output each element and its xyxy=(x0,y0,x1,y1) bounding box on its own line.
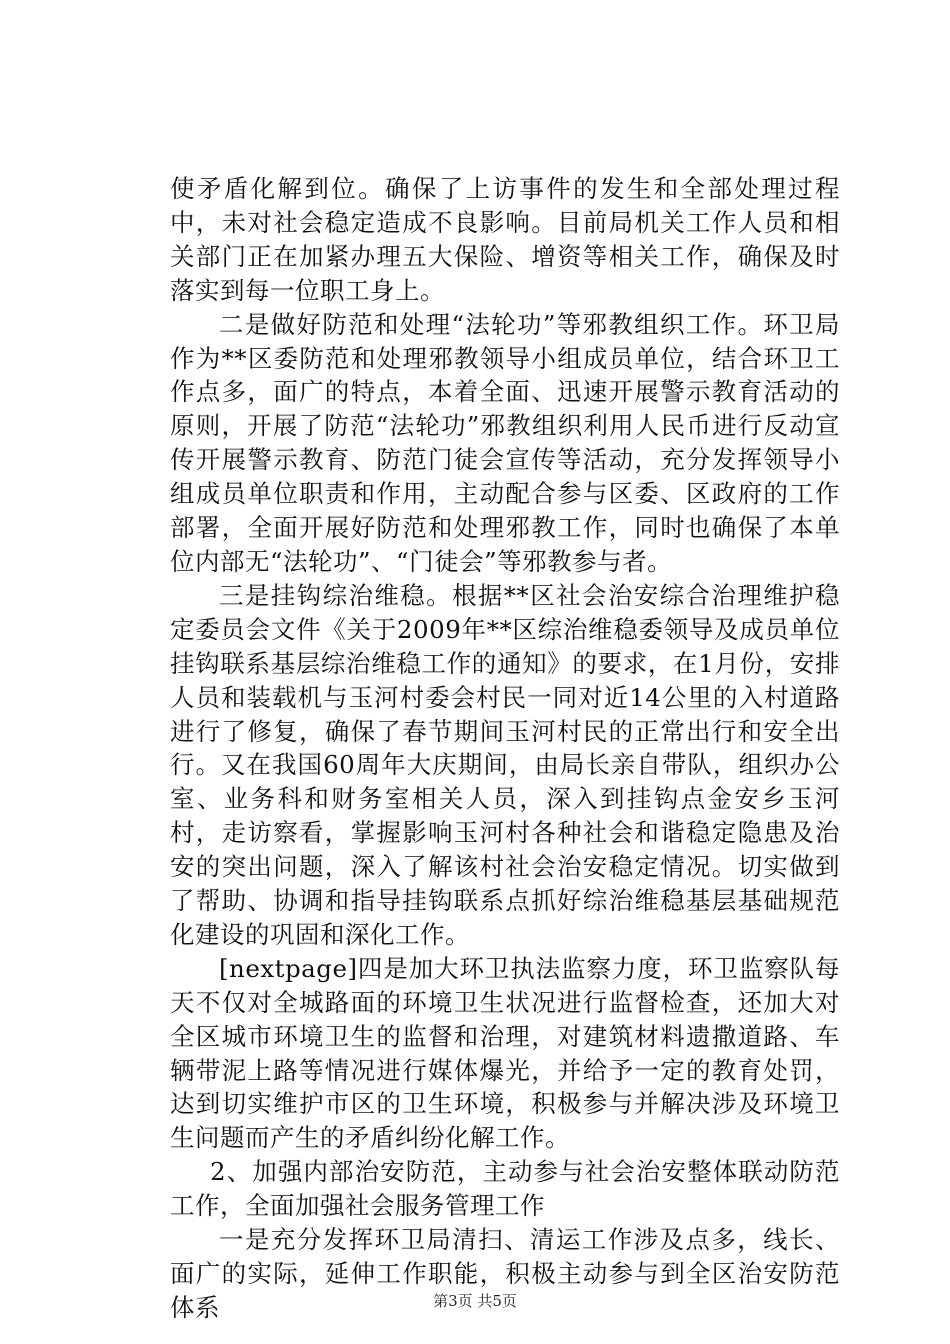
paragraph-sanitation-enforcement: [nextpage]四是加大环卫执法监察力度，环卫监察队每天不仅对全城路面的环境卫生状况进行监督检查，还加大对全区城市环境卫生的监督和治理，对建筑材料遗撒道路、车辆带泥上路等情况进行媒体爆光，并给予一定的教育处罚，达到切实维护市区的卫生环境，积极参与并解决涉及环境卫生问题而产生的矛盾纠纷化解工作。 xyxy=(170,953,840,1153)
document-body xyxy=(170,172,840,1325)
paragraph-continuation: 使矛盾化解到位。确保了上访事件的发生和全部处理过程中，未对社会稳定造成不良影响。目前局机关工作人员和相关部门正在加紧办理五大保险、增资等相关工作，确保及时落实到每一位职工身上。 xyxy=(170,174,840,305)
page-number-footer: 第3页 共5页 xyxy=(433,1292,517,1310)
paragraph-stability-liaison: 三是挂钩综治维稳。根据**区社会治安综合治理维护稳定委员会文件《关于2009年**区综治维稳委领导及成员单位挂钩联系基层综治维稳工作的通知》的要求，在1月份，安排人员和装载机与玉河村委会村民一同对近14公里的入村道路进行了修复，确保了春节期间玉河村民的正常出行和安全出行。又在我国60周年大庆期间，由局长亲自带队，组织办公室、业务科和财务室相关人员，深入到挂钩点金安乡玉河村，走访察看，掌握影响玉河村各种社会和谐稳定隐患及治安的突出问题，深入了解该村社会治安稳定情况。切实做到了帮助、协调和指导挂钩联系点抓好综治维稳基层基础规范化建设的巩固和深化工作。 xyxy=(170,580,840,949)
paragraph-section-heading: 2、加强内部治安防范，主动参与社会治安整体联动防范工作，全面加强社会服务管理工作 xyxy=(170,1157,840,1221)
paragraph-anti-cult-work: 二是做好防范和处理“法轮功”等邪教组织工作。环卫局作为**区委防范和处理邪教领导小组成员单位，结合环卫工作点多，面广的特点，本着全面、迅速开展警示教育活动的原则，开展了防范“法轮功”邪教组织利用人民币进行反动宣传开展警示教育、防范门徒会宣传等活动，充分发挥领导小组成员单位职责和作用，主动配合参与区委、区政府的工作部署，全面开展好防范和处理邪教工作，同时也确保了本单位内部无“法轮功”、“门徒会”等邪教参与者。 xyxy=(170,309,840,576)
paragraph-security-network: 一是充分发挥环卫局清扫、清运工作涉及点多，线长、面广的实际，延伸工作职能，积极主动参与到全区治安防范体系 xyxy=(170,1225,840,1322)
